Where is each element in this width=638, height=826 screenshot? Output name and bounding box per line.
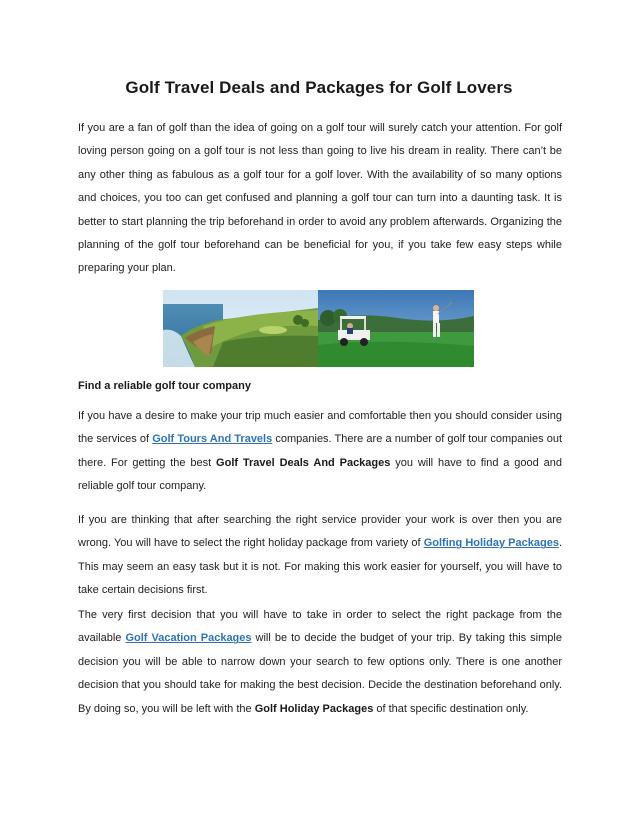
- document-title: Golf Travel Deals and Packages for Golf Lovers: [125, 78, 513, 97]
- image-strip: [163, 290, 474, 367]
- paragraph-budget: [78, 604, 562, 721]
- golfing-holiday-packages-link[interactable]: Golfing Holiday Packages: [423, 537, 559, 550]
- paragraph-text: The very first decision that you will have to take in order to select the right package from the available: [78, 609, 562, 645]
- paragraph-text: will be to decide the budget of your trip. By taking this simple decision you will be able to narrow down your search to few options only. There is one another decision that you should take for making the best decision. Decide the destination beforehand only. By doing so, you will be left with the: [78, 632, 562, 715]
- golf-cart-player-image: [318, 290, 474, 367]
- paragraph-text: . This may seem an easy task but it is not. For making this work easier for yourself, you will have to take certain decisions first.: [78, 537, 563, 597]
- golf-tours-and-travels-link[interactable]: Golf Tours And Travels: [152, 433, 273, 446]
- paragraph-text: companies. There are a number of golf tour companies out there. For getting the best: [78, 433, 562, 469]
- paragraph-holiday-package: [78, 509, 562, 603]
- paragraph-company: [78, 405, 562, 499]
- golf-vacation-packages-link[interactable]: Golf Vacation Packages: [125, 632, 252, 645]
- paragraph-text: of that specific destination only.: [373, 702, 529, 715]
- section-heading: Find a reliable golf tour company: [78, 380, 251, 392]
- paragraph-text: If you are thinking that after searching the right service provider your work is over then you are wrong. You will have to select the right holiday package from variety of: [78, 514, 562, 550]
- paragraph-text: you will have to find a good and reliable golf tour company.: [78, 456, 562, 493]
- intro-paragraph: If you are a fan of golf than the idea of going on a golf tour will surely catch your attention. For golf loving person going on a golf tour is not less than going to live his dream in reality. There can’t be any other thing as fabulous as a golf tour for a golf lover. With the availability of so many options and choices, you too can get confused and planning a golf tour can turn into a daunting task. It is better to start planning the trip beforehand in order to avoid any problem afterwards. Organizing the planning of the golf tour beforehand can be beneficial for you, if you take few easy steps while preparing your plan.: [78, 122, 562, 275]
- coastal-golf-course-image: [163, 290, 318, 367]
- paragraph-text: If you have a desire to make your trip much easier and comfortable then you should consider using the services of: [78, 410, 562, 446]
- bold-text: Golf Holiday Packages: [254, 702, 374, 715]
- bold-text: Golf Travel Deals And Packages: [216, 456, 391, 469]
